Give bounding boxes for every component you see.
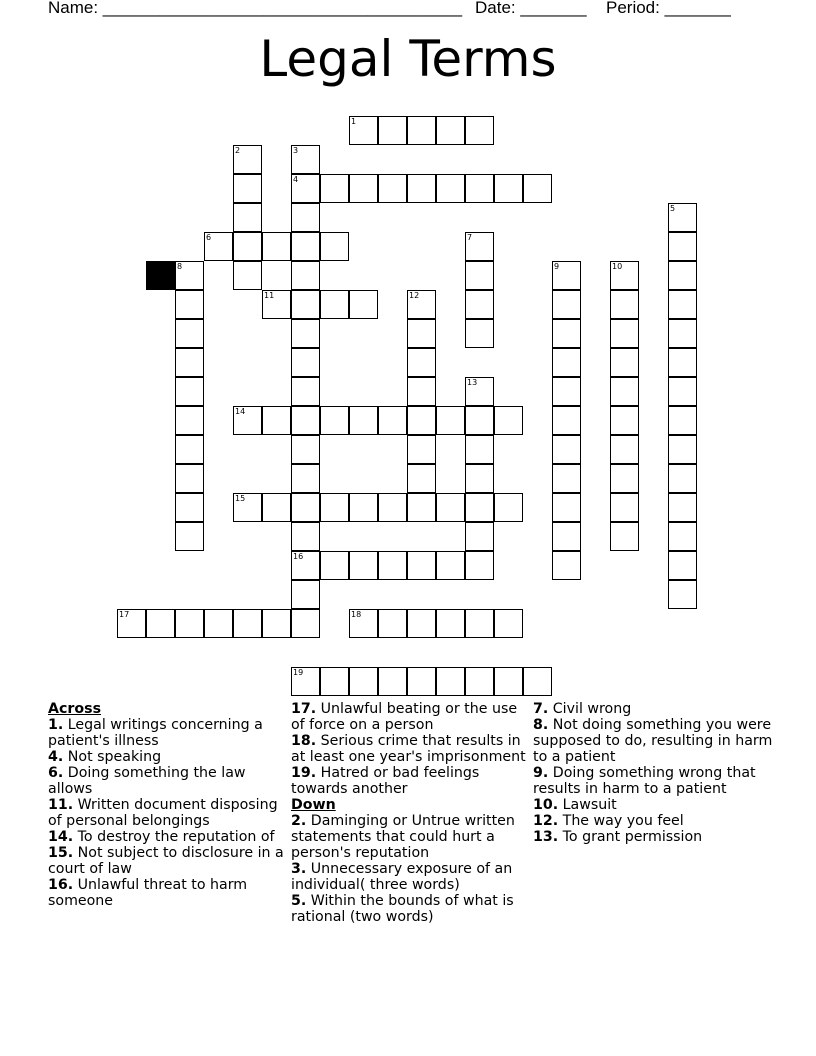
grid-cell[interactable]	[262, 493, 291, 522]
grid-cell[interactable]	[668, 435, 697, 464]
grid-cell[interactable]	[552, 522, 581, 551]
grid-cell[interactable]	[233, 493, 262, 522]
grid-cell[interactable]	[291, 377, 320, 406]
grid-cell[interactable]	[668, 261, 697, 290]
grid-cell[interactable]	[436, 406, 465, 435]
grid-cell[interactable]	[465, 174, 494, 203]
clue-number: 10	[612, 262, 623, 271]
clue-number: 19	[293, 668, 304, 677]
clue-column-2	[291, 701, 531, 925]
clue-number: 11	[264, 291, 275, 300]
grid-cell[interactable]	[494, 609, 523, 638]
grid-cell[interactable]	[291, 290, 320, 319]
grid-cell[interactable]	[233, 145, 262, 174]
grid-cell[interactable]	[262, 609, 291, 638]
clue-number: 4	[293, 175, 299, 184]
clue-item: 9. Doing something wrong that results in harm to a patient	[533, 765, 756, 797]
grid-cell[interactable]	[378, 116, 407, 145]
black-cell	[146, 261, 175, 290]
grid-cell[interactable]	[552, 406, 581, 435]
clue-item: 7. Civil wrong	[533, 701, 632, 717]
grid-cell[interactable]	[407, 406, 436, 435]
grid-cell[interactable]	[465, 406, 494, 435]
clue-item: 6. Doing something the law allows	[48, 765, 246, 797]
grid-cell[interactable]	[610, 493, 639, 522]
grid-cell[interactable]	[668, 377, 697, 406]
grid-cell[interactable]	[378, 174, 407, 203]
grid-cell[interactable]	[320, 406, 349, 435]
grid-cell[interactable]	[175, 406, 204, 435]
grid-cell[interactable]	[175, 435, 204, 464]
name-field[interactable]: Name: ______________________________________	[48, 0, 463, 17]
grid-cell[interactable]	[175, 377, 204, 406]
grid-cell[interactable]	[320, 174, 349, 203]
clue-item: 1. Legal writings concerning a patient's illness	[48, 717, 263, 749]
clue-item: 19. Hatred or bad feelings towards another	[291, 765, 480, 797]
grid-cell[interactable]	[291, 464, 320, 493]
grid-cell[interactable]	[610, 290, 639, 319]
grid-cell[interactable]	[349, 493, 378, 522]
grid-cell[interactable]	[233, 174, 262, 203]
grid-cell[interactable]	[349, 174, 378, 203]
clue-number: 13	[467, 378, 478, 387]
grid-cell[interactable]	[233, 261, 262, 290]
grid-cell[interactable]	[291, 522, 320, 551]
grid-cell[interactable]	[523, 174, 552, 203]
grid-cell[interactable]	[436, 609, 465, 638]
grid-cell[interactable]	[465, 464, 494, 493]
clue-item: 13. To grant permission	[533, 829, 703, 845]
grid-cell[interactable]	[552, 261, 581, 290]
grid-cell[interactable]	[117, 609, 146, 638]
grid-cell[interactable]	[349, 551, 378, 580]
grid-cell[interactable]	[552, 377, 581, 406]
grid-cell[interactable]	[175, 493, 204, 522]
grid-cell[interactable]	[465, 319, 494, 348]
clue-column-3	[533, 701, 773, 845]
grid-cell[interactable]	[668, 348, 697, 377]
clue-item: 3. Unnecessary exposure of an individual( three words)	[291, 861, 513, 893]
clue-item: 12. The way you feel	[533, 813, 684, 829]
clue-item: 16. Unlawful threat to harm someone	[48, 877, 248, 909]
grid-cell[interactable]	[349, 667, 378, 696]
clue-number: 18	[351, 610, 362, 619]
grid-cell[interactable]	[175, 319, 204, 348]
grid-cell[interactable]	[494, 667, 523, 696]
grid-cell[interactable]	[407, 667, 436, 696]
grid-cell[interactable]	[291, 319, 320, 348]
grid-cell[interactable]	[668, 203, 697, 232]
clue-number: 3	[293, 146, 299, 155]
grid-cell[interactable]	[610, 319, 639, 348]
grid-cell[interactable]	[668, 232, 697, 261]
clue-item: 15. Not subject to disclosure in a court of law	[48, 845, 284, 877]
grid-cell[interactable]	[436, 116, 465, 145]
grid-cell[interactable]	[233, 203, 262, 232]
grid-cell[interactable]	[320, 232, 349, 261]
grid-cell[interactable]	[465, 435, 494, 464]
grid-cell[interactable]	[610, 464, 639, 493]
grid-cell[interactable]	[436, 174, 465, 203]
clue-item: 4. Not speaking	[48, 749, 162, 765]
grid-cell[interactable]	[175, 464, 204, 493]
grid-cell[interactable]	[204, 609, 233, 638]
clue-number: 12	[409, 291, 420, 300]
grid-cell[interactable]	[523, 667, 552, 696]
grid-cell[interactable]	[610, 261, 639, 290]
period-field[interactable]: Period: _______	[606, 0, 731, 17]
grid-cell[interactable]	[465, 551, 494, 580]
grid-cell[interactable]	[465, 493, 494, 522]
grid-cell[interactable]	[494, 406, 523, 435]
clue-number: 1	[351, 117, 357, 126]
grid-cell[interactable]	[407, 493, 436, 522]
grid-cell[interactable]	[552, 290, 581, 319]
grid-cell[interactable]	[494, 493, 523, 522]
clue-item: 18. Serious crime that results in at least one year's imprisonment	[291, 733, 526, 765]
clue-number: 15	[235, 494, 246, 503]
clue-item: 14. To destroy the reputation of	[48, 829, 275, 845]
grid-cell[interactable]	[349, 406, 378, 435]
down-heading: Down	[291, 797, 336, 813]
grid-cell[interactable]	[291, 232, 320, 261]
grid-cell[interactable]	[378, 493, 407, 522]
grid-cell[interactable]	[233, 232, 262, 261]
clue-number: 14	[235, 407, 246, 416]
clue-number: 5	[670, 204, 676, 213]
clue-item: 11. Written document disposing of personal belongings	[48, 797, 278, 829]
grid-cell[interactable]	[552, 348, 581, 377]
grid-cell[interactable]	[291, 435, 320, 464]
grid-cell[interactable]	[407, 348, 436, 377]
grid-cell[interactable]	[668, 290, 697, 319]
grid-cell[interactable]	[407, 551, 436, 580]
grid-cell[interactable]	[175, 290, 204, 319]
grid-cell[interactable]	[610, 348, 639, 377]
grid-cell[interactable]	[291, 667, 320, 696]
grid-cell[interactable]	[668, 551, 697, 580]
grid-cell[interactable]	[668, 493, 697, 522]
grid-cell[interactable]	[291, 580, 320, 609]
grid-cell[interactable]	[320, 493, 349, 522]
grid-cell[interactable]	[465, 261, 494, 290]
grid-cell[interactable]	[291, 145, 320, 174]
grid-cell[interactable]	[146, 609, 175, 638]
clue-number: 6	[206, 233, 212, 242]
grid-cell[interactable]	[436, 551, 465, 580]
grid-cell[interactable]	[552, 319, 581, 348]
grid-cell[interactable]	[610, 435, 639, 464]
grid-cell[interactable]	[291, 609, 320, 638]
grid-cell[interactable]	[465, 116, 494, 145]
grid-cell[interactable]	[320, 667, 349, 696]
grid-cell[interactable]	[291, 493, 320, 522]
grid-cell[interactable]	[668, 319, 697, 348]
grid-cell[interactable]	[610, 406, 639, 435]
grid-cell[interactable]	[320, 290, 349, 319]
grid-cell[interactable]	[465, 522, 494, 551]
grid-cell[interactable]	[291, 261, 320, 290]
grid-cell[interactable]	[204, 232, 233, 261]
grid-cell[interactable]	[610, 522, 639, 551]
clue-item: 10. Lawsuit	[533, 797, 617, 813]
across-heading: Across	[48, 701, 102, 717]
grid-cell[interactable]	[465, 609, 494, 638]
grid-cell[interactable]	[291, 348, 320, 377]
grid-cell[interactable]	[668, 406, 697, 435]
grid-cell[interactable]	[262, 232, 291, 261]
grid-cell[interactable]	[349, 609, 378, 638]
grid-cell[interactable]	[465, 377, 494, 406]
clue-number: 7	[467, 233, 473, 242]
clue-number: 16	[293, 552, 304, 561]
grid-cell[interactable]	[291, 551, 320, 580]
grid-cell[interactable]	[552, 551, 581, 580]
grid-cell[interactable]	[291, 203, 320, 232]
grid-cell[interactable]	[407, 609, 436, 638]
grid-cell[interactable]	[407, 174, 436, 203]
grid-cell[interactable]	[494, 174, 523, 203]
clue-number: 17	[119, 610, 130, 619]
grid-cell[interactable]	[291, 174, 320, 203]
grid-cell[interactable]	[668, 522, 697, 551]
grid-cell[interactable]	[407, 319, 436, 348]
grid-cell[interactable]	[465, 232, 494, 261]
clue-item: 5. Within the bounds of what is rational (two words)	[291, 893, 514, 925]
clue-number: 2	[235, 146, 241, 155]
grid-cell[interactable]	[407, 464, 436, 493]
grid-cell[interactable]	[465, 667, 494, 696]
grid-cell[interactable]	[233, 609, 262, 638]
clue-item: 8. Not doing something you were supposed to do, resulting in harm to a patient	[533, 717, 773, 765]
grid-cell[interactable]	[407, 290, 436, 319]
grid-cell[interactable]	[552, 464, 581, 493]
grid-cell[interactable]	[233, 406, 262, 435]
grid-cell[interactable]	[552, 435, 581, 464]
grid-cell[interactable]	[262, 290, 291, 319]
grid-cell[interactable]	[378, 609, 407, 638]
grid-cell[interactable]	[668, 580, 697, 609]
grid-cell[interactable]	[465, 290, 494, 319]
grid-cell[interactable]	[552, 493, 581, 522]
grid-cell[interactable]	[407, 435, 436, 464]
grid-cell[interactable]	[175, 348, 204, 377]
grid-cell[interactable]	[175, 522, 204, 551]
grid-cell[interactable]	[262, 406, 291, 435]
grid-cell[interactable]	[407, 377, 436, 406]
grid-cell[interactable]	[320, 551, 349, 580]
grid-cell[interactable]	[436, 493, 465, 522]
grid-cell[interactable]	[668, 464, 697, 493]
grid-cell[interactable]	[407, 116, 436, 145]
grid-cell[interactable]	[291, 406, 320, 435]
clue-number: 8	[177, 262, 183, 271]
grid-cell[interactable]	[378, 406, 407, 435]
grid-cell[interactable]	[349, 290, 378, 319]
grid-cell[interactable]	[436, 667, 465, 696]
grid-cell[interactable]	[378, 551, 407, 580]
clue-item: 2. Daminging or Untrue written statements that could hurt a person's reputation	[291, 813, 515, 861]
grid-cell[interactable]	[378, 667, 407, 696]
grid-cell[interactable]	[175, 261, 204, 290]
grid-cell[interactable]	[610, 377, 639, 406]
clue-item: 17. Unlawful beating or the use of force on a person	[291, 701, 518, 733]
page-title: Legal Terms	[259, 30, 557, 88]
grid-cell[interactable]	[349, 116, 378, 145]
date-field[interactable]: Date: _______	[475, 0, 587, 17]
clue-number: 9	[554, 262, 560, 271]
grid-cell[interactable]	[175, 609, 204, 638]
clue-column-1	[48, 701, 288, 909]
